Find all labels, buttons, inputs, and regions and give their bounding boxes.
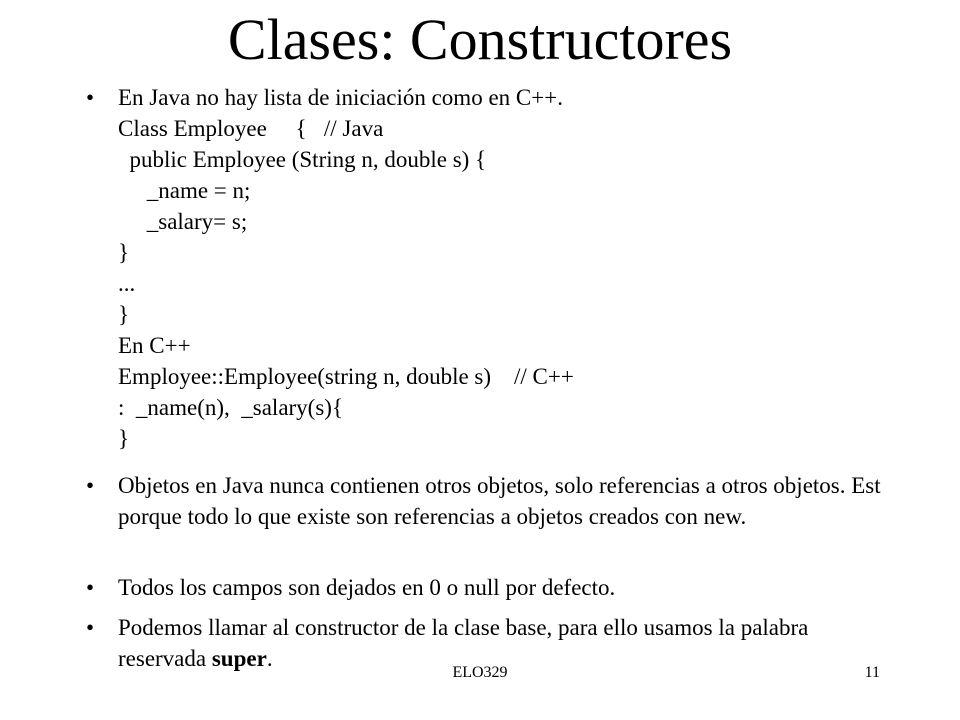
slide-title: Clases: Constructores [227, 7, 733, 72]
bullet-marker: • [86, 473, 95, 498]
bullet-text: Todos los campos son dejados en 0 o null por defecto. [118, 575, 616, 600]
bullet-marker: • [86, 615, 95, 640]
code-line: public Employee (String n, double s) { [118, 147, 487, 172]
bullet-text-before: Podemos llamar al constructor de la clase base, para ello usamos la palabra reservada [118, 615, 809, 671]
code-line: _salary= s; [118, 209, 248, 234]
bullet-marker: • [86, 85, 95, 110]
bullet-content [118, 82, 886, 454]
bullet-java-constructor [86, 82, 886, 454]
code-line: En C++ [118, 333, 191, 358]
bullet-default-fields [86, 572, 886, 603]
code-line: Class Employee { // Java [118, 116, 384, 141]
code-line: _name = n; [118, 178, 251, 203]
bullet-text: Objetos en Java nunca contienen otros objetos, solo referencias a otros objetos. Est porque todo lo que existe son referencias a objetos creados con new. [118, 473, 881, 529]
code-line: } [118, 302, 130, 327]
code-line: } [118, 240, 130, 265]
intro-line: En Java no hay lista de iniciación como en C++. [118, 85, 563, 110]
code-line: Employee::Employee(string n, double s) // C++ [118, 364, 574, 389]
code-line: ... [118, 271, 136, 296]
bullet-text-after: . [266, 646, 273, 671]
footer-course: ELO329 [452, 664, 508, 681]
bullet-marker: • [86, 575, 95, 600]
code-line: } [118, 426, 130, 451]
code-line: : _name(n), _salary(s){ [118, 395, 343, 420]
footer-page-number: 11 [864, 664, 880, 681]
bullet-java-objects [86, 470, 886, 532]
keyword-super: super [211, 646, 267, 671]
